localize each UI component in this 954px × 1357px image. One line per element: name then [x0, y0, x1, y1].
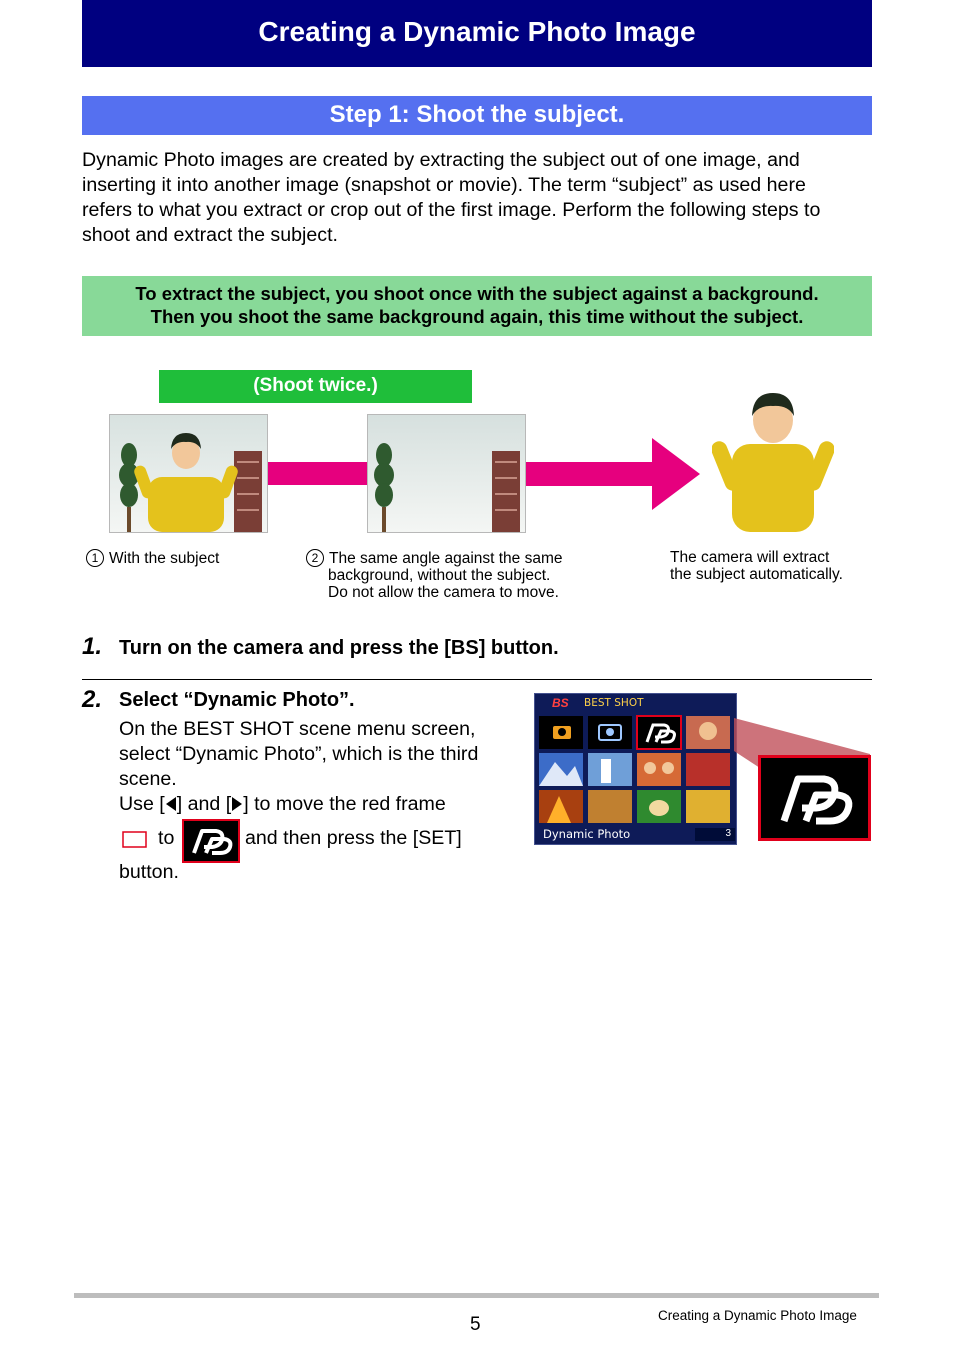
notice-line: To extract the subject, you shoot once with the subject against a background.	[135, 283, 819, 304]
page-title: Creating a Dynamic Photo Image	[82, 0, 872, 67]
intro-paragraph	[82, 148, 877, 248]
step-banner: Step 1: Shoot the subject.	[82, 96, 872, 135]
photo-without-subject-image	[368, 415, 525, 532]
photo-with-subject-image	[110, 415, 267, 532]
connector-bar	[266, 462, 368, 485]
circled-number: 2	[306, 549, 324, 567]
caption-text: the subject automatically.	[670, 566, 843, 583]
button-text: button.	[119, 861, 179, 883]
arrow-shape	[524, 438, 700, 510]
dynamic-photo-icon-enlarged	[758, 755, 871, 841]
divider	[82, 679, 872, 680]
step-2-line: select “Dynamic Photo”, which is the third	[119, 743, 479, 765]
intro-line: refers to what you extract or crop out of the first image. Perform the following steps to	[82, 199, 821, 221]
caption-text: With the subject	[109, 550, 220, 567]
step-1-heading: Turn on the camera and press the [BS] button.	[119, 637, 559, 659]
footer-section-title: Creating a Dynamic Photo Image	[658, 1308, 857, 1323]
bookshelf	[234, 451, 262, 532]
use-mid: ] and [	[176, 793, 232, 815]
right-arrow-icon	[231, 797, 243, 811]
caption-text: The same angle against the same	[329, 550, 563, 567]
bookshelf	[492, 451, 520, 532]
caption-text: The camera will extract	[670, 549, 830, 566]
step-2-body	[119, 717, 519, 817]
red-frame-icon	[122, 831, 148, 849]
shoot-twice-label: (Shoot twice.)	[159, 370, 472, 403]
scene-page-number: 3	[695, 828, 735, 841]
photo-with-subject	[109, 414, 268, 533]
step-1-number: 1.	[82, 633, 103, 660]
to-text: to	[158, 827, 175, 849]
dynamic-photo-icon	[182, 819, 240, 863]
caption-with-subject	[86, 549, 219, 567]
and-then-text: and then press the [SET]	[245, 827, 462, 849]
selected-scene-label: Dynamic Photo	[543, 827, 631, 841]
bs-label: BS	[552, 696, 569, 710]
use-suffix: ] to move the red frame	[243, 793, 446, 815]
page-number: 5	[470, 1314, 481, 1335]
use-prefix: Use [	[119, 793, 165, 815]
camera-screen	[534, 693, 737, 845]
caption-extract	[670, 549, 843, 583]
intro-line: shoot and extract the subject.	[82, 224, 338, 246]
footer-divider	[74, 1293, 879, 1298]
notice-box	[82, 276, 872, 336]
step-2-line: On the BEST SHOT scene menu screen,	[119, 718, 476, 740]
photo-without-subject	[367, 414, 526, 533]
circled-number: 1	[86, 549, 104, 567]
left-arrow-icon	[165, 797, 177, 811]
extracted-subject	[712, 390, 834, 532]
best-shot-label: BEST SHOT	[584, 697, 644, 709]
step-2-line-use	[119, 792, 519, 817]
step-2-line: scene.	[119, 768, 177, 790]
caption-without-subject	[306, 549, 563, 601]
notice-line: Then you shoot the same background again, this time without the subject.	[150, 306, 804, 327]
caption-text: Do not allow the camera to move.	[328, 584, 559, 601]
caption-text: background, without the subject.	[328, 567, 551, 584]
scene-grid	[537, 714, 736, 826]
step-2-heading: Select “Dynamic Photo”.	[119, 689, 355, 711]
intro-line: inserting it into another image (snapshot or movie). The term “subject” as used here	[82, 174, 806, 196]
intro-line: Dynamic Photo images are created by extracting the subject out of one image, and	[82, 149, 800, 171]
step-2-number: 2.	[82, 686, 103, 713]
